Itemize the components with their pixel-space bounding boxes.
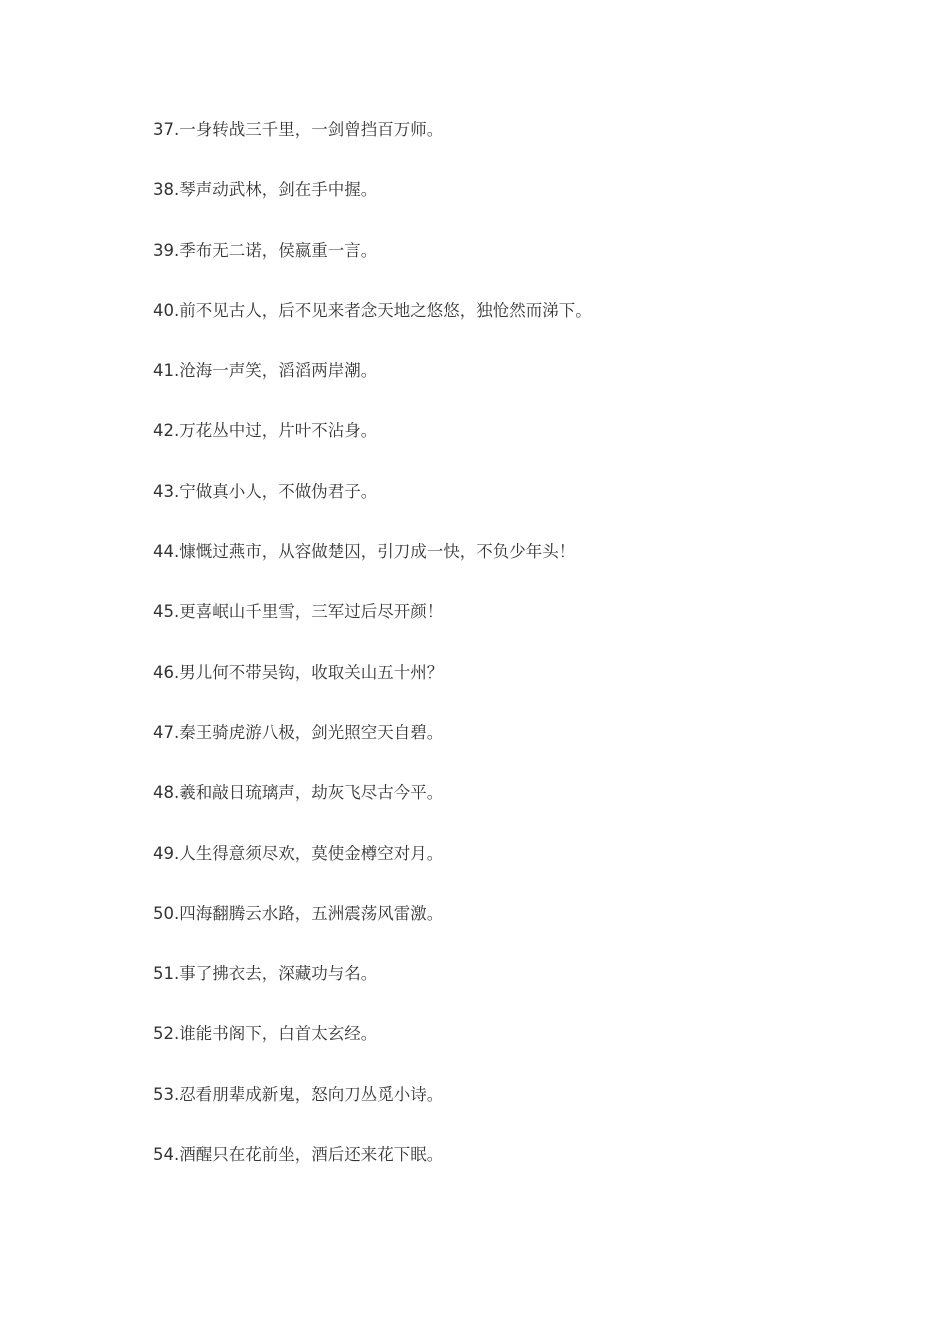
quote-line-42: 42.万花丛中过，片叶不沾身。: [153, 421, 378, 441]
quote-list: [153, 117, 913, 1202]
quote-line-39: 39.季布无二诺，侯嬴重一言。: [153, 240, 378, 260]
quote-line-45: 45.更喜岷山千里雪，三军过后尽开颜！: [153, 602, 444, 622]
quote-line-50: 50.四海翻腾云水路，五洲震荡风雷激。: [153, 903, 444, 923]
quote-line-53: 53.忍看朋辈成新鬼，怒向刀丛觅小诗。: [153, 1084, 444, 1104]
quote-line-48: 48.羲和敲日琉璃声，劫灰飞尽古今平。: [153, 783, 444, 803]
quote-line-46: 46.男儿何不带吴钩，收取关山五十州？: [153, 662, 444, 682]
quote-line-51: 51.事了拂衣去，深藏功与名。: [153, 964, 378, 984]
quote-line-49: 49.人生得意须尽欢，莫使金樽空对月。: [153, 843, 444, 863]
quote-line-38: 38.琴声动武林，剑在手中握。: [153, 180, 378, 200]
quote-line-54: 54.酒醒只在花前坐，酒后还来花下眠。: [153, 1145, 444, 1165]
quote-line-43: 43.宁做真小人，不做伪君子。: [153, 481, 378, 501]
quote-line-41: 41.沧海一声笑，滔滔两岸潮。: [153, 361, 378, 381]
quote-line-44: 44.慷慨过燕市，从容做楚囚，引刀成一快，不负少年头！: [153, 542, 576, 562]
quote-line-52: 52.谁能书阁下，白首太玄经。: [153, 1024, 378, 1044]
quote-line-37: 37.一身转战三千里，一剑曾挡百万师。: [153, 120, 444, 139]
quote-line-40: 40.前不见古人，后不见来者念天地之悠悠，独怆然而涕下。: [153, 300, 592, 320]
quote-line-47: 47.秦王骑虎游八极，剑光照空天自碧。: [153, 722, 444, 742]
